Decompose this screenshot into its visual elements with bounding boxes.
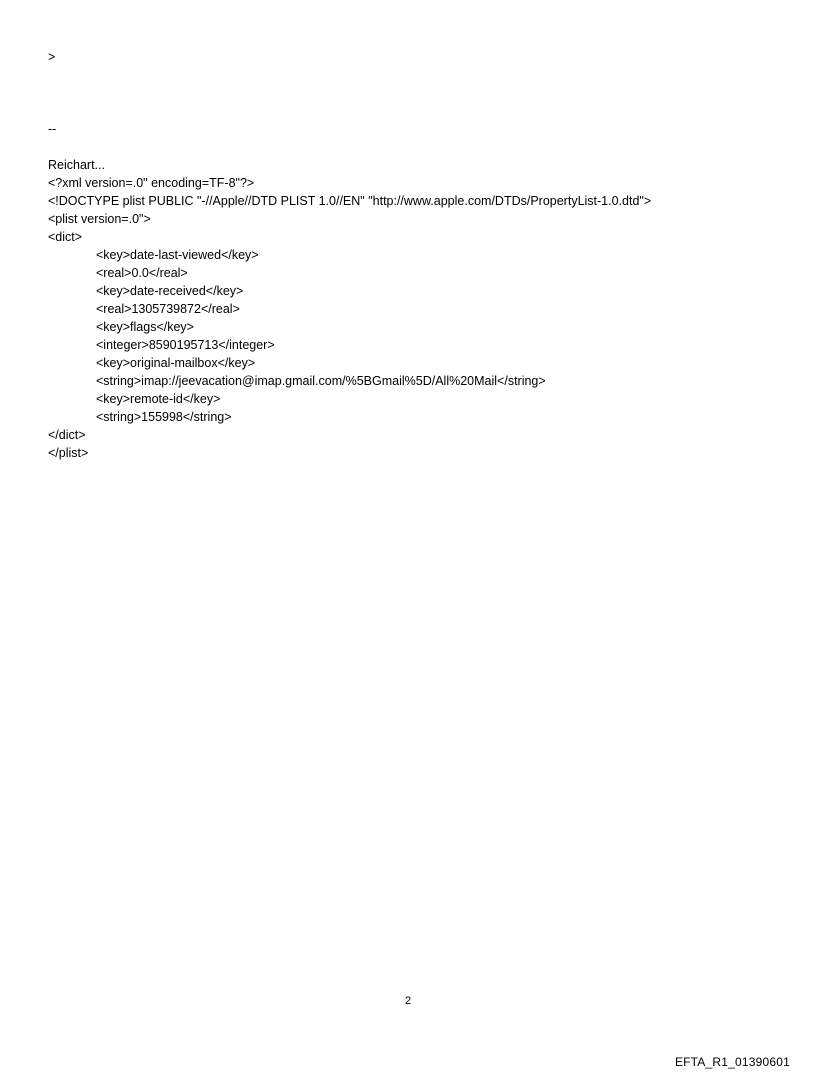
dict-open-tag: <dict> — [48, 230, 83, 244]
dict-entry: <string>imap://jeevacation@imap.gmail.com/%5BGmail%5D/All%20Mail</string> — [96, 374, 546, 388]
doctype-line: <!DOCTYPE plist PUBLIC "-//Apple//DTD PLIST 1.0//EN" "http://www.apple.com/DTDs/PropertyList-1.0.dtd"> — [48, 194, 652, 208]
dict-entry: <real>1305739872</real> — [96, 302, 240, 316]
plist-close-tag: </plist> — [48, 446, 89, 460]
plist-open-tag: <plist version=.0"> — [48, 212, 151, 226]
page-number: 2 — [404, 995, 412, 1007]
dict-entry: <string>155998</string> — [96, 410, 232, 424]
document-id: EFTA_R1_01390601 — [674, 1055, 790, 1069]
dict-entry: <integer>8590195713</integer> — [96, 338, 275, 352]
dict-entry: <key>date-received</key> — [96, 284, 244, 298]
dict-entry: <key>remote-id</key> — [96, 392, 221, 406]
dict-entry: <key>date-last-viewed</key> — [96, 248, 259, 262]
dict-entry: <key>flags</key> — [96, 320, 194, 334]
author-name: Reichart... — [48, 158, 105, 172]
xml-declaration: <?xml version=.0" encoding=TF-8"?> — [48, 176, 255, 190]
quote-marker: > — [48, 50, 56, 64]
dict-close-tag: </dict> — [48, 428, 86, 442]
dict-entry: <key>original-mailbox</key> — [96, 356, 256, 370]
signature-separator: -- — [48, 122, 57, 136]
dict-entry: <real>0.0</real> — [96, 266, 188, 280]
